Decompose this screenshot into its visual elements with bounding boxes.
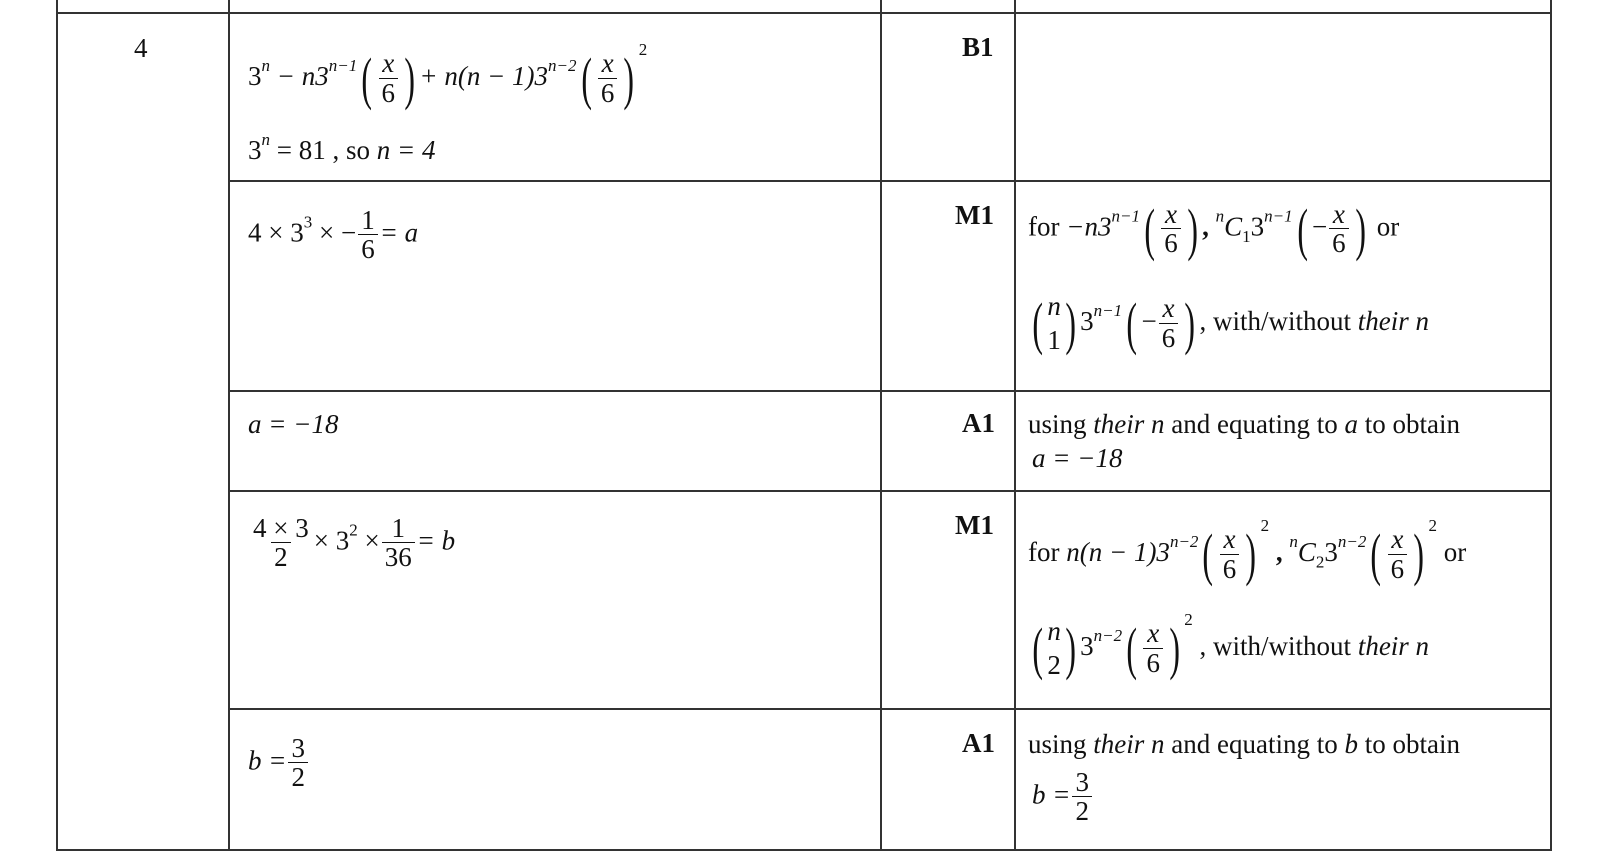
row4-mark: M1 bbox=[955, 510, 994, 540]
row2-guidance-line2: ( n 1 ) $3^{n-1}$( − $\frac{x}{6}$ ) , with/without their n bbox=[1032, 290, 1430, 356]
row4-guidance-line2: ( n 2 ) $3^{n-2}$( $\frac{x}{6}$ ) $^2$ , with/without their n bbox=[1032, 610, 1430, 681]
row1-working-line2: $3^n = 81$ , so n = 4 bbox=[248, 130, 436, 165]
table-divider-mark bbox=[1014, 0, 1016, 851]
row5-mark: A1 bbox=[962, 728, 995, 758]
row5-guidance-line2: b = $\frac{3}{2}$ bbox=[1032, 768, 1094, 827]
table-line-row4 bbox=[228, 708, 1552, 710]
row5-working: b = $\frac{3}{2}$ bbox=[248, 734, 310, 793]
row4-working: $\frac{4 \times 3}{2}$ × $3^2$ × $\frac{1}{36}$ = b bbox=[253, 513, 456, 573]
question-number: 4 bbox=[134, 33, 148, 63]
row2-guidance-line1: for $-n3^{n-1}$( $\frac{x}{6}$ ) , $^nC_13^{n-1}$( − $\frac{x}{6}$ ) or bbox=[1028, 196, 1400, 262]
table-divider-working bbox=[880, 0, 882, 851]
row1-working-line1: $3^n - n3^{n-1}$( $\frac{x}{6}$ ) + $n(n - 1)3^{n-2}$( $\frac{x}{6}$ ) $^2$ bbox=[248, 40, 648, 111]
row3-guidance-line2: a = −18 bbox=[1032, 443, 1123, 473]
row3-guidance-line1: using their n and equating to a to obtain bbox=[1028, 409, 1460, 439]
table-line-row2 bbox=[228, 390, 1552, 392]
row2-mark: M1 bbox=[955, 200, 994, 230]
row3-working: a = −18 bbox=[248, 409, 339, 439]
table-border-right bbox=[1550, 0, 1552, 851]
row5-guidance-line1: using their n and equating to b to obtain bbox=[1028, 729, 1460, 759]
table-line-row3 bbox=[228, 490, 1552, 492]
row2-working: $4 \times 3^3$ × − $\frac{1}{6}$ = a bbox=[248, 205, 419, 265]
table-line-top bbox=[56, 12, 1552, 14]
row3-mark: A1 bbox=[962, 408, 995, 438]
table-line-row1 bbox=[228, 180, 1552, 182]
row1-mark: B1 bbox=[962, 32, 994, 62]
table-border-left bbox=[56, 0, 58, 851]
row4-guidance-line1: for $n(n - 1)3^{n-2}$( $\frac{x}{6}$ ) $^2$ , $^nC_23^{n-2}$( $\frac{x}{6}$ ) $^2$ or bbox=[1028, 516, 1467, 587]
table-divider-question bbox=[228, 0, 230, 851]
